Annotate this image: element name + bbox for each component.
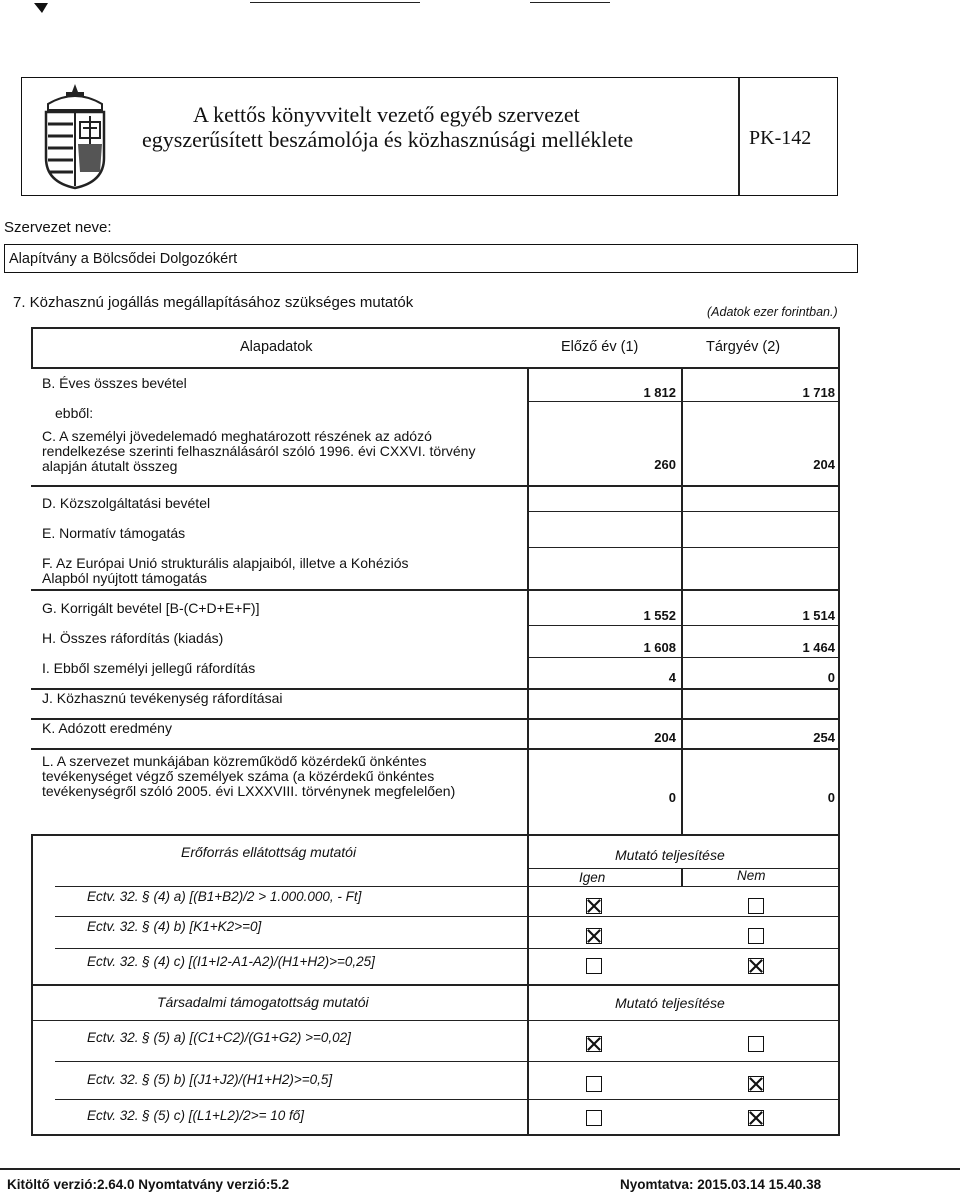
resource-fulfil-heading: Mutató teljesítése [615,847,725,863]
row-g-label: G. Korrigált bevétel [B-(C+D+E+F)] [42,600,260,616]
header-divider [738,78,740,195]
row-k-label: K. Adózott eredmény [42,720,172,736]
row-h-label: H. Összes ráfordítás (kiadás) [42,630,224,646]
resource-heading: Erőforrás ellátottság mutatói [181,844,357,860]
col-header-prev: Előző év (1) [561,339,639,355]
resource-c-no-checkbox[interactable] [748,958,764,974]
resource-a-yes-checkbox[interactable] [586,898,602,914]
row-h-curr: 1 464 [802,640,835,655]
resource-indicator-label: Ectv. 32. § (4) b) [K1+K2>=0] [87,919,262,934]
row-e-label: E. Normatív támogatás [42,525,186,541]
social-indicator-label: Ectv. 32. § (5) b) [(J1+J2)/(H1+H2)>=0,5] [87,1072,333,1087]
row-k-prev: 204 [654,730,676,745]
row-b-curr: 1 718 [802,385,835,400]
social-c-no-checkbox[interactable] [748,1110,764,1126]
social-a-yes-checkbox[interactable] [586,1036,602,1052]
indicator-table [31,327,839,836]
row-i-prev: 4 [668,670,676,685]
row-ebbol-label: ebből: [55,405,94,421]
section-title: 7. Közhasznú jogállás megállapításához szükséges mutatók [13,294,414,311]
social-b-yes-checkbox[interactable] [586,1076,602,1092]
row-c-label: C. A személyi jövedelemadó meghatározott részének az adózó rendelkezése szerinti felhasználásáról szóló 1996. évi CXXVI. törvény alapján átutalt összeg [42,428,476,474]
resource-yes-header: Igen [579,870,606,885]
resource-b-no-checkbox[interactable] [748,928,764,944]
social-c-yes-checkbox[interactable] [586,1110,602,1126]
row-h-prev: 1 608 [643,640,676,655]
form-code: PK-142 [749,127,812,149]
org-name-field [4,244,858,273]
row-g-curr: 1 514 [802,608,835,623]
row-i-curr: 0 [827,670,835,685]
row-j-label: J. Közhasznú tevékenység ráfordításai [42,690,283,706]
emblem-icon [36,82,114,190]
social-b-no-checkbox[interactable] [748,1076,764,1092]
check-mark-icon [749,1077,763,1091]
social-a-no-checkbox[interactable] [748,1036,764,1052]
row-l-curr: 0 [827,790,835,805]
col-header-base: Alapadatok [240,339,313,355]
social-fulfil-heading: Mutató teljesítése [615,995,725,1011]
resource-indicator-label: Ectv. 32. § (4) c) [(I1+I2-A1-A2)/(H1+H2)>=0,25] [87,954,375,969]
corner-mark [34,0,48,10]
footer-version: Kitöltő verzió:2.64.0 Nyomtatvány verzió:5.2 [7,1177,290,1192]
row-d-label: D. Közszolgáltatási bevétel [42,495,211,511]
unit-note: (Adatok ezer forintban.) [707,305,838,319]
check-mark-icon [749,959,763,973]
check-mark-icon [587,1037,601,1051]
check-mark-icon [587,899,601,913]
social-indicator-label: Ectv. 32. § (5) a) [(C1+C2)/(G1+G2) >=0,02] [87,1030,351,1045]
org-label: Szervezet neve: [4,219,112,236]
form-title-line1: A kettős könyvvitelt vezető egyéb szervezet [193,102,580,127]
check-mark-icon [587,929,601,943]
resource-c-yes-checkbox[interactable] [586,958,602,974]
form-title-line2: egyszerűsített beszámolója és közhasznúsági melléklete [142,127,634,152]
row-i-label: I. Ebből személyi jellegű ráfordítás [42,660,256,676]
row-f-label: F. Az Európai Unió strukturális alapjaiból, illetve a Kohéziós Alapból nyújtott támogatás [42,555,409,586]
check-mark-icon [749,1111,763,1125]
top-rule-2 [530,2,610,3]
resource-b-yes-checkbox[interactable] [586,928,602,944]
footer-rule [0,1168,960,1170]
social-heading: Társadalmi támogatottság mutatói [157,994,369,1010]
row-b-prev: 1 812 [643,385,676,400]
row-c-curr: 204 [813,457,835,472]
social-indicators [31,986,839,1136]
resource-a-no-checkbox[interactable] [748,898,764,914]
row-c-prev: 260 [654,457,676,472]
row-l-prev: 0 [668,790,676,805]
resource-indicators [31,836,839,986]
resource-indicator-label: Ectv. 32. § (4) a) [(B1+B2)/2 > 1.000.000, - Ft] [87,889,362,904]
footer-printed: Nyomtatva: 2015.03.14 15.40.38 [620,1177,822,1192]
row-l-label: L. A szervezet munkájában közreműködő közérdekű önkéntes tevékenységet végző személyek száma (a közérdekű önkéntes tevékenységről szóló 2005. évi LXXXVIII. törvénynek megfelelően) [42,753,456,799]
col-header-curr: Tárgyév (2) [706,339,781,355]
social-indicator-label: Ectv. 32. § (5) c) [(L1+L2)/2>= 10 fő] [87,1108,304,1123]
row-g-prev: 1 552 [643,608,676,623]
header-box [21,77,838,196]
top-rule-1 [250,2,420,3]
row-k-curr: 254 [813,730,835,745]
org-name: Alapítvány a Bölcsődei Dolgozókért [9,251,238,267]
row-b-label: B. Éves összes bevétel [42,375,187,391]
resource-no-header: Nem [737,868,766,883]
